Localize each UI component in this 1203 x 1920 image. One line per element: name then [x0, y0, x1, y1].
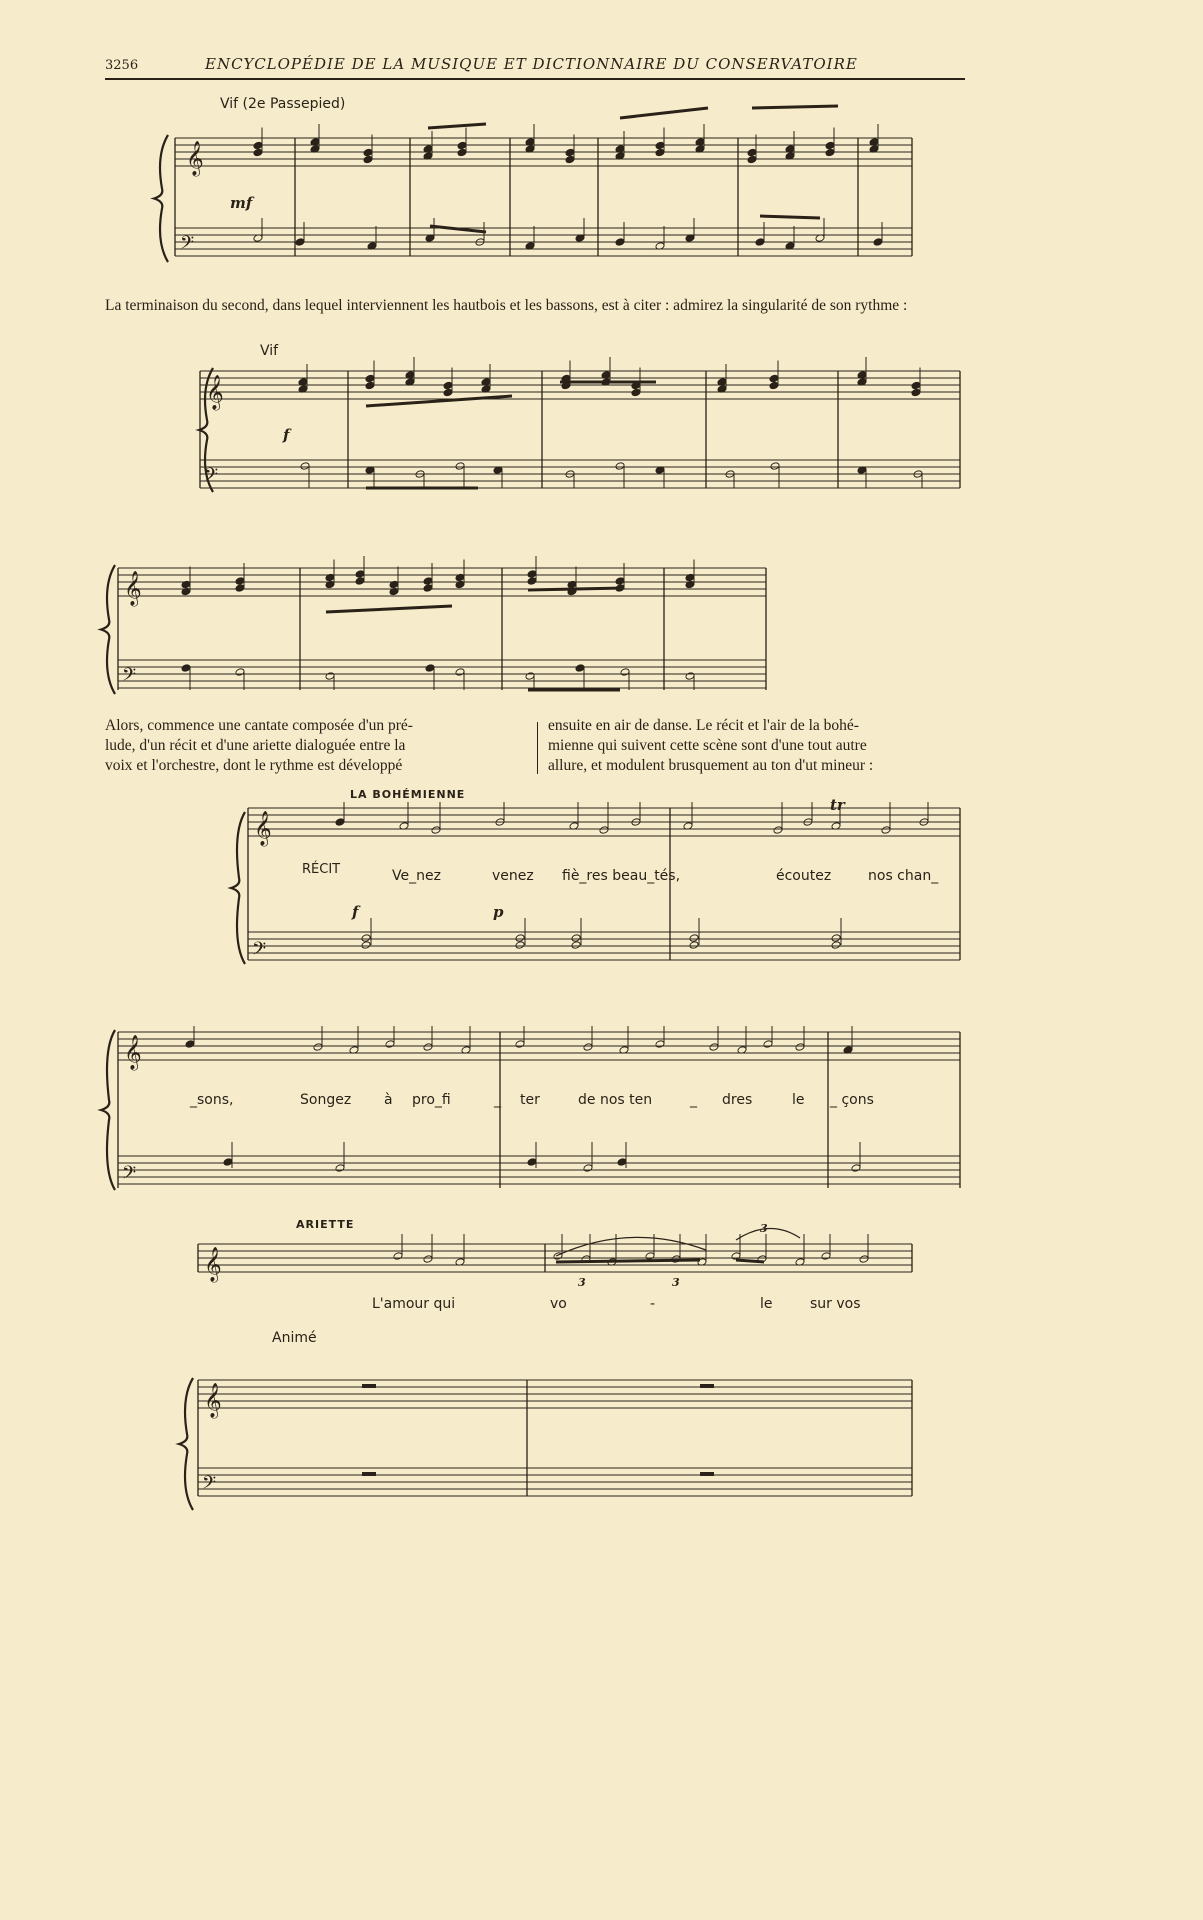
triplet-mark: 3 [760, 1222, 768, 1235]
beam [428, 124, 486, 128]
notehead [355, 570, 365, 579]
example3-dynamic-f: f [352, 903, 359, 921]
bass-clef: 𝄢 [122, 1163, 137, 1188]
notehead [527, 577, 537, 586]
notehead [689, 941, 699, 950]
notehead [769, 381, 779, 390]
running-title: ENCYCLOPÉDIE DE LA MUSIQUE ET DICTIONNAIRE DU CONSERVATOIRE [205, 55, 858, 73]
slur [556, 1237, 706, 1256]
notehead [859, 1255, 869, 1264]
notehead [235, 577, 245, 586]
notehead [527, 570, 537, 579]
whole-rest [700, 1472, 714, 1476]
notehead [325, 672, 335, 681]
notehead [253, 148, 263, 157]
paragraph-2-left-line: lude, d'un récit et d'une ariette dialoguée entre la [105, 737, 406, 754]
lyric: venez [492, 868, 534, 884]
lyric: - [650, 1296, 656, 1312]
notehead [689, 934, 699, 943]
paragraph-2-left-line: voix et l'orchestre, dont le rythme est développé [105, 757, 403, 774]
notehead [655, 1040, 665, 1049]
example4-section: ARIETTE [296, 1218, 355, 1231]
notehead [181, 664, 191, 673]
notehead [769, 374, 779, 383]
notehead [313, 1043, 323, 1052]
example3-section: RÉCIT [302, 862, 341, 877]
notehead [365, 381, 375, 390]
lyric: pro_fi [412, 1092, 451, 1108]
example3-title: LA BOHÉMIENNE [350, 788, 466, 801]
notehead [795, 1043, 805, 1052]
notehead [385, 1040, 395, 1049]
notehead [655, 148, 665, 157]
lyric: _ [690, 1092, 697, 1108]
example3-dynamic-p: p [493, 903, 504, 921]
notehead [770, 462, 780, 471]
page-number: 3256 [105, 58, 139, 73]
notehead [443, 381, 453, 390]
notehead [457, 148, 467, 157]
notehead [620, 668, 630, 677]
notehead [851, 1164, 861, 1173]
example2-tempo: Vif [260, 343, 279, 359]
lyric: sur vos [810, 1296, 861, 1312]
notehead [571, 941, 581, 950]
beam [620, 108, 708, 118]
notehead [747, 148, 757, 157]
notehead [747, 155, 757, 164]
brace [101, 1030, 115, 1190]
notehead [300, 462, 310, 471]
notehead [631, 388, 641, 397]
bass-clef: 𝄢 [252, 939, 267, 964]
notehead [565, 148, 575, 157]
example2-dynamic: f [283, 426, 290, 444]
beam [528, 588, 624, 590]
notehead [825, 148, 835, 157]
notehead [223, 1158, 233, 1167]
notehead [363, 148, 373, 157]
notehead [355, 577, 365, 586]
treble-clef: 𝄞 [204, 1383, 222, 1418]
notehead [583, 1164, 593, 1173]
lyric: vo [550, 1296, 567, 1312]
notehead [571, 934, 581, 943]
notehead [515, 941, 525, 950]
notehead [615, 462, 625, 471]
notehead [423, 577, 433, 586]
brace [179, 1378, 193, 1510]
notehead [615, 577, 625, 586]
lyric: _ [494, 1092, 501, 1108]
brace [101, 565, 115, 694]
notehead [425, 664, 435, 673]
lyric: Ve_nez [392, 868, 441, 884]
notehead [235, 584, 245, 593]
paragraph-2-right-line: ensuite en air de danse. Le récit et l'air de la bohé- [548, 717, 859, 734]
notehead [431, 826, 441, 835]
notehead [575, 664, 585, 673]
notehead [423, 584, 433, 593]
paragraph-1: La terminaison du second, dans lequel interviennent les hautbois et les bassons, est à citer : admirez la singularité de son rythme : [105, 297, 908, 314]
bass-clef: 𝄢 [122, 665, 137, 690]
notehead [455, 462, 465, 471]
example1-dynamic: mf [230, 194, 253, 212]
notehead [685, 672, 695, 681]
treble-clef: 𝄞 [206, 375, 224, 410]
treble-clef: 𝄞 [186, 141, 204, 176]
triplet-mark: 3 [578, 1276, 586, 1289]
triplet-mark: 3 [672, 1276, 680, 1289]
lyric: le [760, 1296, 773, 1312]
treble-clef: 𝄞 [124, 1035, 142, 1070]
beam [556, 1260, 700, 1262]
brace [231, 812, 245, 964]
notehead [455, 668, 465, 677]
lyric: de nos ten [578, 1092, 653, 1108]
notehead [423, 1255, 433, 1264]
notehead [821, 1252, 831, 1261]
lyric: _ çons [830, 1092, 874, 1108]
example1-tempo: Vif (2e Passepied) [220, 96, 346, 112]
whole-rest [362, 1384, 376, 1388]
notehead [525, 672, 535, 681]
lyric: Songez [300, 1092, 352, 1108]
notehead [361, 934, 371, 943]
bass-clef: 𝄢 [204, 465, 219, 490]
paragraph-2-left-line: Alors, commence une cantate composée d'un pré- [105, 717, 413, 734]
notehead [335, 818, 345, 827]
whole-rest [362, 1472, 376, 1476]
lyric: écoutez [776, 868, 832, 884]
notehead [565, 155, 575, 164]
notehead [825, 141, 835, 150]
notehead [365, 374, 375, 383]
beam [326, 606, 452, 612]
example4-tempo: Animé [272, 1330, 317, 1346]
notehead [515, 1040, 525, 1049]
notehead [335, 1164, 345, 1173]
notehead [615, 238, 625, 247]
lyric: _sons, [190, 1092, 234, 1108]
notehead [295, 238, 305, 247]
notehead [393, 1252, 403, 1261]
notehead [443, 388, 453, 397]
lyric: L'amour qui [372, 1296, 456, 1312]
lyric: ter [520, 1092, 540, 1108]
notehead [423, 1043, 433, 1052]
notehead [655, 141, 665, 150]
beam [430, 226, 486, 232]
notehead [709, 1043, 719, 1052]
notehead [599, 826, 609, 835]
notehead [911, 388, 921, 397]
notehead [457, 141, 467, 150]
beam [366, 396, 512, 406]
treble-clef: 𝄞 [124, 571, 142, 606]
treble-clef: 𝄞 [254, 811, 272, 846]
bass-clef: 𝄢 [202, 1473, 217, 1498]
notehead [185, 1040, 195, 1049]
beam [752, 106, 838, 108]
lyric: fiè_res beau_tés, [562, 868, 681, 884]
notehead [583, 1043, 593, 1052]
treble-clef: 𝄞 [204, 1247, 222, 1282]
notehead [831, 934, 841, 943]
trill-mark: tr [830, 796, 845, 814]
lyric: dres [722, 1092, 753, 1108]
bass-clef: 𝄢 [180, 233, 195, 258]
notehead [527, 1158, 537, 1167]
notehead [253, 141, 263, 150]
notehead [645, 1252, 655, 1261]
notehead [831, 941, 841, 950]
beam [760, 216, 820, 218]
lyric: nos chan_ [868, 868, 939, 884]
brace [154, 135, 168, 262]
notehead [617, 1158, 627, 1167]
lyric: le [792, 1092, 805, 1108]
slur [736, 1228, 800, 1240]
notehead [515, 934, 525, 943]
whole-rest [700, 1384, 714, 1388]
notehead [235, 668, 245, 677]
notehead [755, 238, 765, 247]
notehead [881, 826, 891, 835]
notehead [773, 826, 783, 835]
paragraph-2-right-line: mienne qui suivent cette scène sont d'une tout autre [548, 737, 867, 754]
notehead [873, 238, 883, 247]
beam [736, 1260, 764, 1262]
notehead [911, 381, 921, 390]
notehead [361, 941, 371, 950]
notehead [363, 155, 373, 164]
lyric: à [384, 1092, 393, 1108]
notehead [763, 1040, 773, 1049]
paragraph-2-right-line: allure, et modulent brusquement au ton d'ut mineur : [548, 757, 874, 774]
